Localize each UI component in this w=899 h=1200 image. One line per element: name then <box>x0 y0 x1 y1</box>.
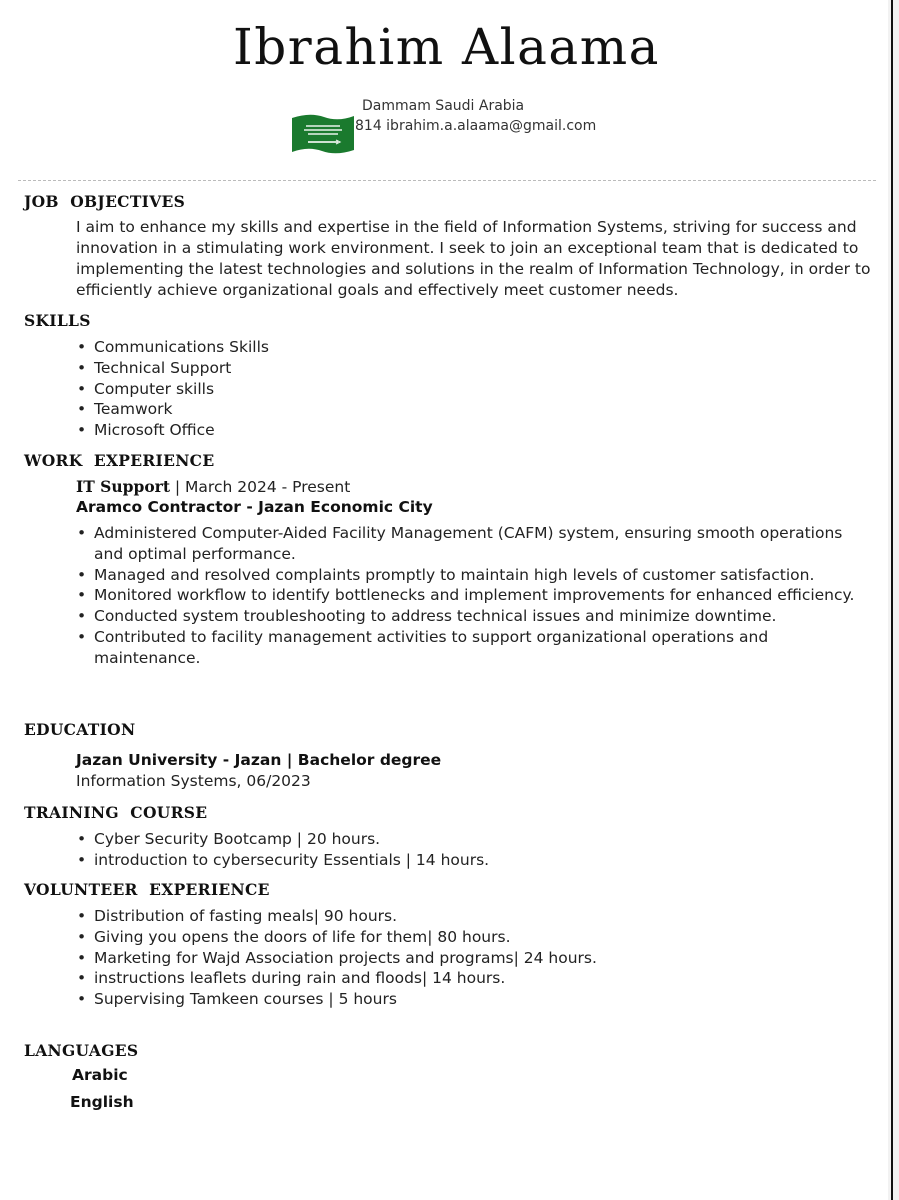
list-item: • instructions leaflets during rain and floods| 14 hours. <box>76 968 876 989</box>
list-item: • Computer skills <box>76 379 876 400</box>
list-item: • Conducted system troubleshooting to address technical issues and minimize downtime. <box>76 606 876 627</box>
candidate-name: Ibrahim Alaama <box>233 18 660 76</box>
list-item: • Monitored workflow to identify bottlenecks and implement improvements for enhanced efficiency. <box>76 585 876 606</box>
list-item: • Microsoft Office <box>76 420 876 441</box>
language-item: English <box>70 1093 134 1111</box>
page-edge <box>888 0 899 1200</box>
job-dates: | March 2024 - Present <box>169 478 351 496</box>
section-heading-volunteer: VOLUNTEER EXPERIENCE <box>24 880 270 899</box>
list-item: • Technical Support <box>76 358 876 379</box>
list-item: • Marketing for Wajd Association projects and programs| 24 hours. <box>76 948 876 969</box>
list-item: • Supervising Tamkeen courses | 5 hours <box>76 989 876 1010</box>
list-item: • Managed and resolved complaints promptly to maintain high levels of customer satisfaction. <box>76 565 876 586</box>
header-divider <box>18 180 876 181</box>
objectives-paragraph: I aim to enhance my skills and expertise in the field of Information Systems, striving for success and innovation in a stimulating work environment. I seek to join an exceptional team that is dedicated to implementing the latest technologies and solutions in the realm of Information Technology, in order to efficiently achieve organizational goals and effectively meet customer needs. <box>76 218 871 299</box>
list-item: • Giving you opens the doors of life for them| 80 hours. <box>76 927 876 948</box>
education-detail: Information Systems, 06/2023 <box>76 772 311 790</box>
training-list <box>76 829 876 871</box>
education-school: Jazan University - Jazan | Bachelor degree <box>76 751 442 769</box>
volunteer-list <box>76 906 876 1010</box>
saudi-arabia-flag-icon <box>290 112 356 156</box>
list-item: • Distribution of fasting meals| 90 hours. <box>76 906 876 927</box>
skills-list <box>76 337 876 441</box>
contact-email-link[interactable]: 814 ibrahim.a.alaama@gmail.com <box>355 118 597 134</box>
section-heading-work: WORK EXPERIENCE <box>24 451 215 470</box>
list-item: • Teamwork <box>76 399 876 420</box>
job-title-line <box>76 477 350 496</box>
list-item: • Contributed to facility management activities to support organizational operations and maintenance. <box>76 627 876 669</box>
work-duties-list <box>76 523 876 669</box>
language-item: Arabic <box>72 1066 128 1084</box>
list-item: • Administered Computer-Aided Facility Management (CAFM) system, ensuring smooth operations and optimal performance. <box>76 523 876 565</box>
company-name: Aramco Contractor - Jazan Economic City <box>76 498 433 516</box>
section-heading-training: TRAINING COURSE <box>24 803 208 822</box>
list-item: • Communications Skills <box>76 337 876 358</box>
job-role: IT Support <box>76 477 170 496</box>
section-heading-skills: SKILLS <box>24 311 91 330</box>
section-heading-objectives: JOB OBJECTIVES <box>24 192 186 211</box>
location-text: Dammam Saudi Arabia <box>362 98 525 114</box>
section-heading-languages: LANGUAGES <box>24 1041 139 1060</box>
list-item: • introduction to cybersecurity Essentials | 14 hours. <box>76 850 876 871</box>
list-item: • Cyber Security Bootcamp | 20 hours. <box>76 829 876 850</box>
section-heading-education: EDUCATION <box>24 720 136 739</box>
